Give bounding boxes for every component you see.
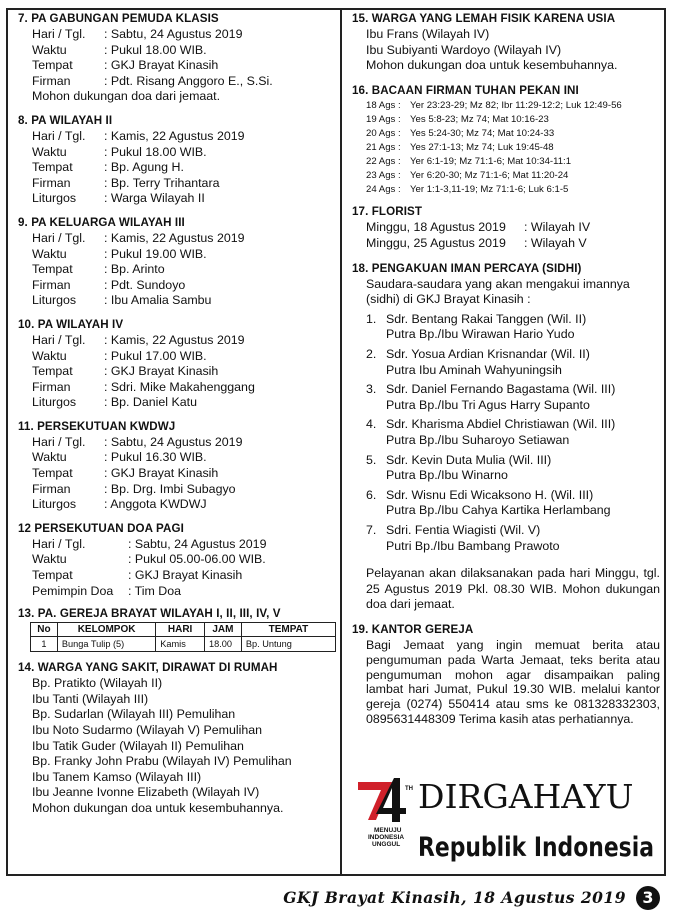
list-item: Ibu Jeanne Ivonne Elizabeth (Wilayah IV) [32,785,260,800]
info-value: : Kamis, 22 Agustus 2019 [104,128,245,143]
info-value: : GKJ Brayat Kinasih [104,364,219,379]
s10-rows [32,333,336,411]
s14-title: 14. WARGA YANG SAKIT, DIRAWAT DI RUMAH [18,661,278,675]
logo-dirgahayu: DIRGAHAYU [418,777,634,816]
section-s16 [352,84,660,198]
info-label: Hari / Tgl. [32,230,86,245]
info-value: : Pdt. Risang Anggoro E., S.Si. [104,73,273,88]
list-item [366,523,660,554]
info-value: : Sdri. Mike Makahenggang [104,379,255,394]
info-row [32,262,336,278]
info-label: Waktu [32,42,67,57]
list-item: Ibu Frans (Wilayah IV) [366,27,490,41]
table-cell: Bunga Tulip (5) [57,637,155,652]
table-cell: 18.00 [204,637,241,652]
info-label: Tempat [32,262,73,277]
info-row [32,58,336,74]
column-divider [340,8,342,876]
reading-row [366,113,660,127]
elderly-list [366,27,660,74]
info-value: : Ibu Amalia Sambu [104,293,212,308]
list-item: Mohon dukungan doa untuk kesembuhannya. [32,800,284,815]
info-label: Liturgos [32,497,77,512]
table-header: TEMPAT [241,623,335,637]
section-s7 [18,12,336,105]
info-label: Liturgos [32,191,77,206]
info-value: : Pukul 05.00-06.00 WIB. [128,552,266,567]
info-row [32,568,336,584]
info-label: Tempat [32,160,73,175]
reading-date: 21 Ags : [366,142,401,154]
info-value: : Sabtu, 24 Agustus 2019 [104,27,243,41]
info-value: : Bp. Agung H. [104,160,184,175]
info-row [32,43,336,59]
s11-rows [32,435,336,513]
info-label: Firman [32,277,71,292]
info-value: : GKJ Brayat Kinasih [128,568,243,583]
info-label: Liturgos [32,293,77,308]
section-s11 [18,420,336,513]
info-row [32,349,336,365]
info-value: : Anggota KWDWJ [104,497,207,512]
reading-date: 20 Ags : [366,127,401,139]
item-name: Sdr. Yosua Ardian Krisnandar (Wil. II) [386,347,590,361]
info-label: Tempat [32,466,73,481]
info-label: Waktu [32,144,67,159]
info-label: Waktu [32,246,67,261]
list-item [366,488,660,519]
sick-list [32,676,336,816]
reading-text: Yes 27:1-13; Mz 74; Luk 19:45-48 [410,142,554,154]
section-s13 [18,607,336,652]
info-row [32,364,336,380]
logo-small-2: INDONESIA [368,834,405,841]
table-header: HARI [156,623,205,637]
item-name: Sdri. Fentia Wiagisti (Wil. V) [386,522,541,537]
info-value: : Sabtu, 24 Agustus 2019 [104,434,243,449]
list-item: Ibu Tatik Guder (Wilayah II) Pemulihan [32,738,244,753]
info-row [32,584,336,600]
reading-date: 18 Ags : [366,99,401,111]
reading-row [366,183,660,197]
dirgahayu-74-logo [352,768,660,868]
item-name: Sdr. Bentang Rakai Tanggen (Wil. II) [386,311,587,326]
item-number: 7. [366,522,377,537]
info-value: : Bp. Drg. Imbi Subagyo [104,481,236,496]
info-value: : Bp. Terry Trihantara [104,175,220,190]
info-value: : Bp. Arinto [104,262,165,277]
item-parent: Putra Bp./Ibu Suharoyo Setiawan [386,432,570,447]
info-value: : Kamis, 22 Agustus 2019 [104,230,245,245]
info-row [32,450,336,466]
list-item: Ibu Subiyanti Wardoyo (Wilayah IV) [366,42,562,57]
reading-text: Yer 1:1-3,11-19; Mz 71:1-6; Luk 6:1-5 [410,184,569,196]
info-value: : GKJ Brayat Kinasih [104,466,219,481]
table-row [31,637,336,652]
list-item: Mohon dukungan doa untuk kesembuhannya. [366,58,618,73]
table-header: JAM [204,623,241,637]
logo-small-3: UNGGUL [372,841,401,848]
list-item [366,417,660,448]
table-header: No [31,623,58,637]
list-item: Ibu Noto Sudarmo (Wilayah V) Pemulihan [32,723,263,737]
s8-title: 8. PA WILAYAH II [18,113,113,127]
s7-note: Mohon dukungan doa dari jemaat. [32,89,221,104]
info-label: Firman [32,73,71,88]
info-row [32,333,336,349]
item-number: 5. [366,452,377,467]
info-value: : Pukul 19.00 WIB. [104,246,207,261]
s17-title: 17. FLORIST [352,205,423,219]
info-row [366,220,660,236]
s7-title: 7. PA GABUNGAN PEMUDA KLASIS [18,12,219,25]
s19-title: 19. KANTOR GEREJA [352,622,474,636]
info-value: : Sabtu, 24 Agustus 2019 [128,536,267,551]
list-item [366,347,660,378]
reading-date: 23 Ags : [366,170,401,182]
reading-row [366,141,660,155]
info-row [32,537,336,553]
info-row [366,236,660,252]
page-number: 3 [636,886,660,910]
reading-row [366,99,660,113]
info-row [32,145,336,161]
item-name: Sdr. Daniel Fernando Bagastama (Wil. III) [386,382,616,397]
logo-small-1: MENUJU [374,827,402,834]
page-footer [0,886,678,912]
s12-title: 12 PERSEKUTUAN DOA PAGI [18,521,184,535]
reading-date: 24 Ags : [366,184,401,196]
info-label: Minggu, 18 Agustus 2019 [366,220,506,235]
info-value: : Wilayah V [524,236,587,251]
item-parent: Putra Bp./Ibu Tri Agus Harry Supanto [386,397,590,412]
info-row [32,466,336,482]
info-label: Hari / Tgl. [32,536,86,551]
item-parent: Putra Bp./Ibu Wirawan Hario Yudo [386,327,575,342]
s18-title: 18. PENGAKUAN IMAN PERCAYA (SIDHI) [352,261,582,275]
item-parent: Putra Bp./Ibu Cahya Kartika Herlambang [386,503,611,518]
office-text: Bagi Jemaat yang ingin memuat berita atau pengumuman pada Warta Jemaat, teks berita atau pengumuman mohon agar disampaikan paling lambat hari Jumat, Pukul 19.30 WIB. melalui kantor gereja (0274) 550414 atau sms ke 081328332303, 0895631448309 Terima kasih atas perhatiannya. [366,637,660,726]
item-number: 1. [366,311,377,326]
info-label: Hari / Tgl. [32,332,86,347]
logo-74-mark [358,778,406,822]
section-s10 [18,318,336,411]
info-row [32,74,336,90]
reading-text: Yes 5:8-23; Mz 74; Mat 10:16-23 [410,113,549,125]
info-row [32,293,336,309]
info-label: Liturgos [32,395,77,410]
s9-title: 9. PA KELUARGA WILAYAH III [18,215,185,229]
s13-title: 13. PA. GEREJA BRAYAT WILAYAH I, II, III, IV, V [18,607,281,621]
kelompok-table [30,622,336,652]
info-label: Tempat [32,568,73,583]
reading-row [366,169,660,183]
list-item: Ibu Tanem Kamso (Wilayah III) [32,769,202,784]
info-value: : Tim Doa [128,583,182,598]
info-row [32,27,336,43]
info-row [32,191,336,207]
reading-date: 22 Ags : [366,156,401,168]
list-item: Ibu Tanti (Wilayah III) [32,691,149,706]
s10-title: 10. PA WILAYAH IV [18,317,124,331]
section-s12 [18,522,336,599]
info-label: Hari / Tgl. [32,27,86,41]
info-label: Firman [32,481,71,496]
logo-th: TH [405,786,413,792]
item-parent: Putra Ibu Aminah Wahyuningsih [386,362,562,377]
info-value: : Pukul 16.30 WIB. [104,450,207,465]
info-label: Firman [32,379,71,394]
list-item: Bp. Franky John Prabu (Wilayah IV) Pemulihan [32,754,292,769]
info-row [32,552,336,568]
info-value: : Wilayah IV [524,220,591,235]
info-row [32,435,336,451]
s16-title: 16. BACAAN FIRMAN TUHAN PEKAN INI [352,83,579,97]
s15-title: 15. WARGA YANG LEMAH FISIK KARENA USIA [352,12,616,25]
s12-rows [32,537,336,599]
s8-rows [32,129,336,207]
info-value: : Pukul 17.00 WIB. [104,348,207,363]
sidhi-closing: Pelayanan akan dilaksanakan pada hari Minggu, tgl. 25 Agustus 2019 Pkl. 08.30 WIB. Mohon dukungan doa dari jemaat. [366,566,660,612]
info-label: Waktu [32,348,67,363]
dirgahayu-banner [352,768,660,868]
s17-rows [366,220,660,251]
section-s18 [352,262,660,613]
list-item: Bp. Pratikto (Wilayah II) [32,676,163,691]
info-row [32,247,336,263]
item-name: Sdr. Kharisma Abdiel Christiawan (Wil. III) [386,417,616,432]
table-cell: 1 [31,637,58,652]
section-s9 [18,216,336,309]
list-item [366,453,660,484]
section-s19 [352,623,660,727]
reading-date: 19 Ags : [366,113,401,125]
item-number: 6. [366,487,377,502]
section-s14 [18,661,336,816]
bible-readings [366,99,660,198]
reading-text: Yer 6:1-19; Mz 71:1-6; Mat 10:34-11:1 [410,156,572,168]
s11-title: 11. PERSEKUTUAN KWDWJ [18,419,176,433]
item-name: Sdr. Kevin Duta Mulia (Wil. III) [386,452,552,467]
info-label: Minggu, 25 Agustus 2019 [366,236,506,251]
section-s17 [352,205,660,251]
s9-rows [32,231,336,309]
left-column [18,12,336,817]
info-row [32,278,336,294]
item-number: 2. [366,347,377,361]
section-s15 [352,12,660,74]
info-row [32,129,336,145]
info-value: : GKJ Brayat Kinasih [104,58,219,73]
info-row [32,380,336,396]
info-label: Hari / Tgl. [32,128,86,143]
info-label: Pemimpin Doa [32,583,114,598]
info-row [32,176,336,192]
info-value: : Pukul 18.00 WIB. [104,42,207,57]
reading-row [366,127,660,141]
info-label: Tempat [32,58,73,73]
sidhi-intro: Saudara-saudara yang akan mengakui imannya (sidhi) di GKJ Brayat Kinasih : [366,276,630,307]
list-item [366,382,660,413]
info-value: : Warga Wilayah II [104,191,205,206]
right-column [352,12,660,727]
info-row [32,395,336,411]
list-item [366,312,660,343]
info-label: Tempat [32,364,73,379]
logo-republik: Republik Indonesia [418,832,654,863]
item-parent: Putri Bp./Ibu Bambang Prawoto [386,538,560,553]
info-row [32,160,336,176]
item-number: 3. [366,382,377,397]
reading-text: Yes 5:24-30; Mz 74; Mat 10:24-33 [410,127,555,139]
table-header-row [31,623,336,637]
info-value: : Pukul 18.00 WIB. [104,144,207,159]
item-number: 4. [366,417,377,432]
info-value: : Pdt. Sundoyo [104,277,186,292]
info-value: : Bp. Daniel Katu [104,395,197,410]
sidhi-list [366,312,660,554]
item-parent: Putra Bp./Ibu Winarno [386,468,508,483]
info-row [32,497,336,513]
info-row [32,231,336,247]
section-s8 [18,114,336,207]
footer-text: GKJ Brayat Kinasih, 18 Agustus 2019 [283,888,626,907]
list-item: Bp. Sudarlan (Wilayah III) Pemulihan [32,707,236,722]
info-label: Waktu [32,450,67,465]
table-cell: Kamis [156,637,205,652]
reading-text: Yer 23:23-29; Mz 82; Ibr 11:29-12:2; Luk 12:49-56 [410,99,622,111]
info-label: Hari / Tgl. [32,434,86,449]
item-name: Sdr. Wisnu Edi Wicaksono H. (Wil. III) [386,487,594,502]
info-value: : Kamis, 22 Agustus 2019 [104,332,245,347]
info-row [32,482,336,498]
info-label: Firman [32,175,71,190]
table-cell: Bp. Untung [241,637,335,652]
reading-row [366,155,660,169]
info-label: Waktu [32,552,67,567]
table-header: KELOMPOK [57,623,155,637]
s7-rows [32,27,336,89]
reading-text: Yer 6:20-30; Mz 71:1-6; Mat 11:20-24 [410,170,569,182]
